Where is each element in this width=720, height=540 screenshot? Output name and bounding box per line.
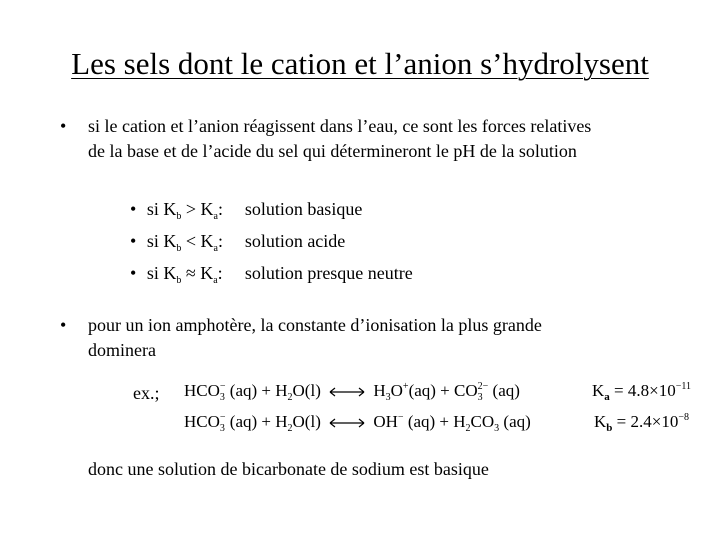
eq2-product-1: OH bbox=[373, 412, 398, 431]
kb-exponent: −8 bbox=[678, 412, 689, 423]
equation-2 bbox=[184, 412, 531, 432]
bullet-marker: • bbox=[60, 315, 67, 335]
case-result: solution presque neutre bbox=[244, 263, 413, 283]
eq1-p1-sub: 3 bbox=[385, 392, 391, 403]
ka-sub: a bbox=[604, 391, 610, 403]
eq1-water: O(l) bbox=[292, 381, 321, 400]
case-op: ≈ K bbox=[181, 263, 214, 283]
equation-1 bbox=[184, 381, 520, 401]
case-lhs bbox=[147, 227, 245, 259]
eq2-r1-sup: − bbox=[219, 412, 226, 423]
eq2-r1-state: (aq) + H bbox=[225, 412, 288, 431]
equilibrium-arrow-icon bbox=[325, 416, 369, 430]
case-sub-b: b bbox=[176, 275, 182, 286]
case-pre: si K bbox=[146, 263, 177, 283]
case-result: solution acide bbox=[244, 231, 346, 251]
case-lhs bbox=[147, 195, 245, 227]
bullet-marker: • bbox=[60, 116, 67, 136]
case-sub-a: a bbox=[213, 211, 218, 222]
case-result: solution basique bbox=[244, 199, 363, 219]
bullet-2-line-1: pour un ion amphotère, la constante d’ionisation la plus grande bbox=[88, 315, 542, 335]
eq1-p1-o: O bbox=[390, 381, 403, 400]
case-item bbox=[130, 195, 413, 227]
kb-symbol: K bbox=[594, 412, 607, 431]
case-op: > K bbox=[181, 199, 214, 219]
eq2-r1-sub: 3 bbox=[219, 423, 225, 434]
case-sub-b: b bbox=[176, 211, 182, 222]
eq2-p1-state: (aq) + H bbox=[403, 412, 466, 431]
bullet-2 bbox=[88, 313, 542, 363]
eq2-h2-sub: 2 bbox=[287, 423, 293, 434]
equilibrium-arrow-icon bbox=[325, 385, 369, 399]
bullet-marker: • bbox=[130, 199, 137, 219]
conclusion: donc une solution de bicarbonate de sodium est basique bbox=[88, 459, 489, 479]
case-item bbox=[130, 227, 413, 259]
ka-exponent: −11 bbox=[675, 381, 691, 392]
constant-kb bbox=[594, 412, 689, 432]
ka-symbol: K bbox=[592, 381, 605, 400]
bullet-marker: • bbox=[130, 263, 137, 283]
eq1-r1-sub: 3 bbox=[219, 392, 225, 403]
page-title: Les sels dont le cation et l’anion s’hydrolysent bbox=[71, 46, 649, 81]
case-colon: : bbox=[217, 263, 223, 283]
eq2-p2-sub2: 3 bbox=[494, 423, 500, 434]
eq1-h2-sub: 2 bbox=[287, 392, 293, 403]
case-colon: : bbox=[217, 231, 223, 251]
bullet-1-line-2: de la base et de l’acide du sel qui détermineront le pH de la solution bbox=[88, 141, 577, 161]
case-sub-a: a bbox=[213, 243, 218, 254]
bullet-marker: • bbox=[130, 231, 137, 251]
eq1-reactant-1: HCO bbox=[184, 381, 220, 400]
ka-value: = 4.8×10 bbox=[614, 381, 676, 400]
bullet-2-line-2: dominera bbox=[88, 340, 156, 360]
eq1-r1-state: (aq) + H bbox=[225, 381, 288, 400]
eq2-p2-state: (aq) bbox=[499, 412, 531, 431]
eq1-p2-sup: 2− bbox=[477, 381, 489, 392]
eq1-product-1: H bbox=[373, 381, 386, 400]
eq1-p2-state: (aq) bbox=[488, 381, 520, 400]
case-item bbox=[130, 259, 413, 291]
kb-value: = 2.4×10 bbox=[616, 412, 679, 431]
constant-ka bbox=[592, 381, 691, 401]
eq2-p2-mid: CO bbox=[470, 412, 495, 431]
eq1-p1-sup: + bbox=[402, 381, 409, 392]
eq1-p2-sub: 3 bbox=[477, 392, 483, 403]
bullet-1 bbox=[88, 114, 591, 164]
eq2-reactant-1: HCO bbox=[184, 412, 220, 431]
eq2-p2-sub: 2 bbox=[465, 423, 471, 434]
case-list bbox=[130, 195, 413, 291]
eq1-p1-state: (aq) + CO bbox=[408, 381, 478, 400]
case-sub-b: b bbox=[176, 243, 182, 254]
bullet-1-line-1: si le cation et l’anion réagissent dans l’eau, ce sont les forces relatives bbox=[88, 116, 592, 136]
eq2-p1-sup: − bbox=[397, 412, 404, 423]
case-lhs bbox=[147, 259, 245, 291]
eq1-r1-sup: − bbox=[219, 381, 226, 392]
case-pre: si K bbox=[146, 199, 177, 219]
case-sub-a: a bbox=[213, 275, 218, 286]
case-pre: si K bbox=[146, 231, 177, 251]
eq2-water: O(l) bbox=[292, 412, 321, 431]
example-label: ex.; bbox=[133, 383, 160, 403]
kb-sub: b bbox=[606, 422, 613, 434]
case-colon: : bbox=[217, 199, 223, 219]
case-op: < K bbox=[181, 231, 214, 251]
